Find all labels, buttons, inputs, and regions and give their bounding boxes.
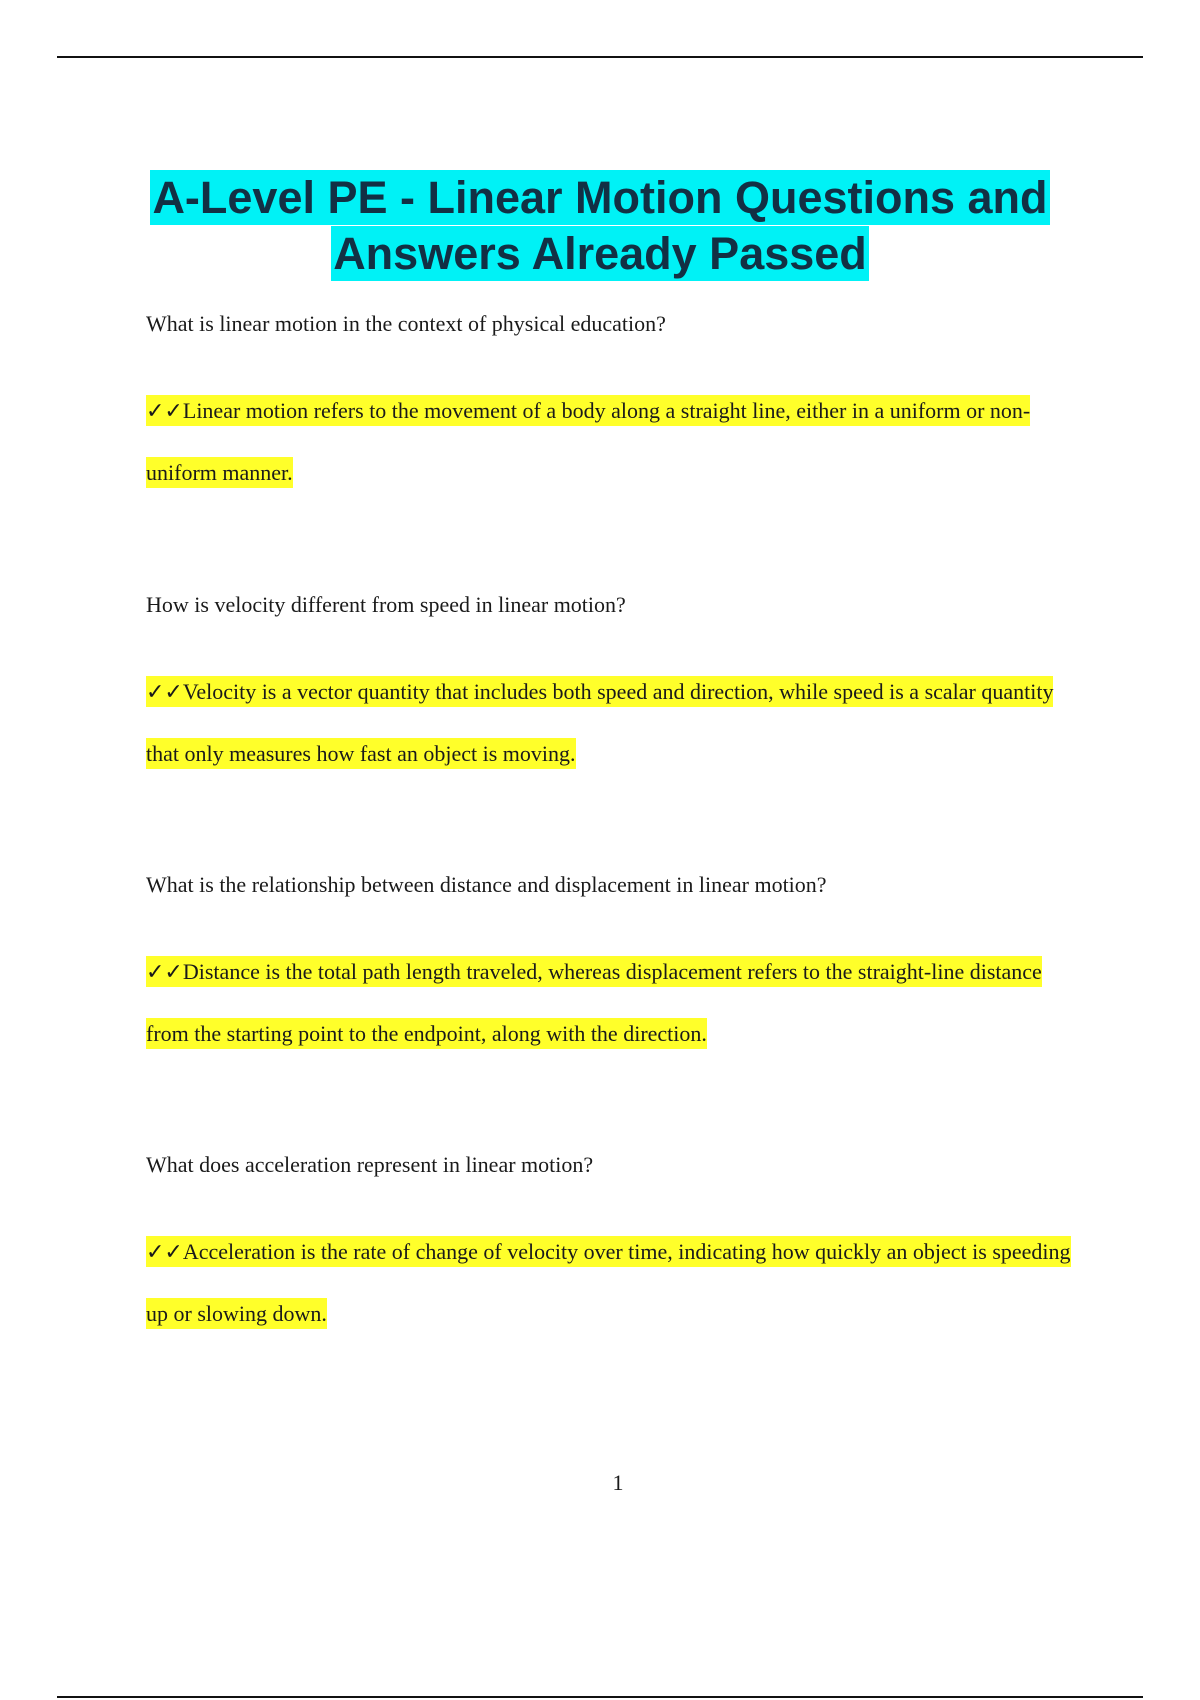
- qa-block-3: [146, 871, 1076, 1064]
- qa-block-1: [146, 310, 1076, 503]
- question-text: What is linear motion in the context of physical education?: [146, 311, 666, 336]
- answer-text: [146, 661, 1076, 784]
- answer-text: [146, 1221, 1076, 1344]
- page-number: 1: [612, 1470, 624, 1495]
- answer-text: [146, 941, 1076, 1064]
- question-text: What does acceleration represent in linear motion?: [146, 1152, 594, 1177]
- question-text: What is the relationship between distance and displacement in linear motion?: [146, 872, 827, 897]
- answer-body: Distance is the total path length traveled, whereas displacement refers to the straight-line distance from the starting point to the endpoint, along with the direction.: [146, 959, 1042, 1046]
- check-icon: ✓✓: [146, 680, 183, 705]
- answer-body: Linear motion refers to the movement of a body along a straight line, either in a uniform or non-uniform manner.: [146, 398, 1031, 485]
- qa-block-2: [146, 591, 1076, 784]
- document-title: [100, 170, 1100, 282]
- answer-body: Velocity is a vector quantity that includes both speed and direction, while speed is a scalar quantity that only measures how fast an object is moving.: [146, 679, 1054, 766]
- question-text: How is velocity different from speed in linear motion?: [146, 592, 626, 617]
- qa-block-4: [146, 1151, 1076, 1344]
- document-title-text: A-Level PE - Linear Motion Questions and Answers Already Passed: [152, 172, 1048, 280]
- check-icon: ✓✓: [146, 1240, 183, 1265]
- check-icon: ✓✓: [146, 960, 183, 985]
- answer-text: [146, 380, 1076, 503]
- bottom-rule: [57, 1696, 1143, 1698]
- check-icon: ✓✓: [146, 399, 183, 424]
- top-rule: [57, 56, 1143, 58]
- answer-body: Acceleration is the rate of change of velocity over time, indicating how quickly an object is speeding up or slowing down.: [146, 1239, 1071, 1326]
